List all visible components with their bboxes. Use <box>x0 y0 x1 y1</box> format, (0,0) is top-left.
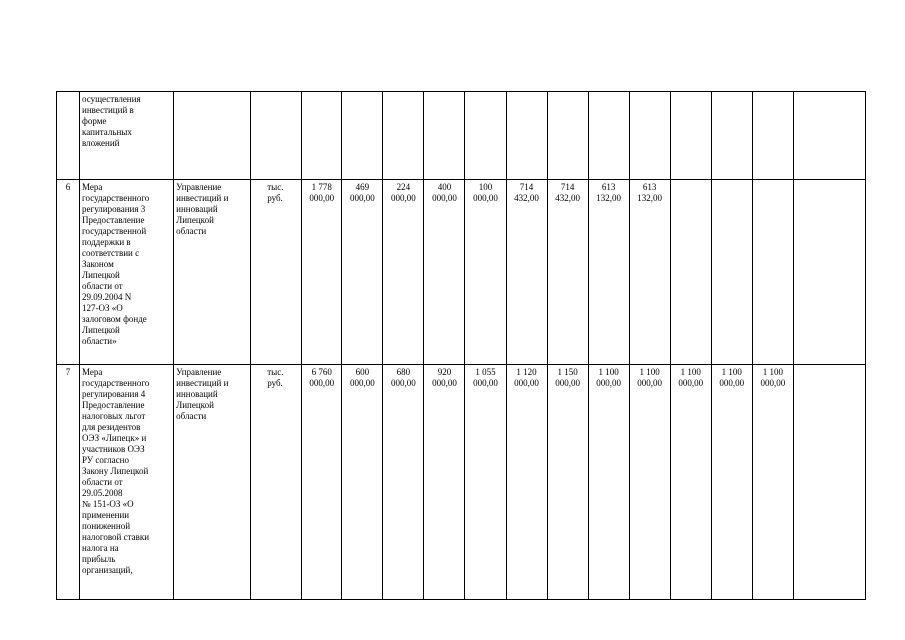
value-cell <box>711 92 752 180</box>
executor-cell <box>174 92 251 180</box>
value-cell: 400 000,00 <box>424 180 465 365</box>
row-number-cell: 7 <box>57 365 80 600</box>
value-cell: 613 132,00 <box>588 180 629 365</box>
value-cell <box>302 92 342 180</box>
value-cell: 1 778 000,00 <box>302 180 342 365</box>
value-cell: 469 000,00 <box>342 180 383 365</box>
table-row <box>57 92 866 180</box>
value-cell <box>711 180 752 365</box>
executor-cell: Управление инвестиций и инноваций Липецкой области <box>174 180 251 365</box>
value-cell: 680 000,00 <box>383 365 424 600</box>
unit-cell: тыс. руб. <box>251 365 302 600</box>
measure-name-cell: осуществления инвестиций в форме капитальных вложений <box>80 92 174 180</box>
value-cell <box>465 92 506 180</box>
executor-cell: Управление инвестиций и инноваций Липецкой области <box>174 365 251 600</box>
value-cell <box>342 92 383 180</box>
value-cell <box>588 92 629 180</box>
value-cell: 920 000,00 <box>424 365 465 600</box>
value-cell <box>752 92 793 180</box>
value-cell: 224 000,00 <box>383 180 424 365</box>
unit-cell: тыс. руб. <box>251 180 302 365</box>
value-cell: 1 100 000,00 <box>629 365 670 600</box>
row-number-cell <box>57 92 80 180</box>
value-cell <box>383 92 424 180</box>
value-cell <box>547 92 588 180</box>
value-cell <box>670 92 711 180</box>
value-cell: 714 432,00 <box>547 180 588 365</box>
value-cell: 100 000,00 <box>465 180 506 365</box>
value-cell <box>670 180 711 365</box>
value-cell: 613 132,00 <box>629 180 670 365</box>
value-cell: 1 100 000,00 <box>588 365 629 600</box>
value-cell: 1 150 000,00 <box>547 365 588 600</box>
value-cell <box>424 92 465 180</box>
value-cell <box>752 180 793 365</box>
value-cell: 1 120 000,00 <box>506 365 547 600</box>
value-cell <box>629 92 670 180</box>
document-table <box>56 91 866 600</box>
measure-name-cell: Мера государственного регулирования 4 Предоставление налоговых льгот для резидентов ОЭЗ «Липецк» и участников ОЭЗ РУ согласно Закону Липецкой области от 29.05.2008 № 151-ОЗ «О применении пониженной налоговой ставки налога на прибыль организаций, <box>80 365 174 600</box>
value-cell: 1 100 000,00 <box>752 365 793 600</box>
value-cell <box>506 92 547 180</box>
value-cell: 1 055 000,00 <box>465 365 506 600</box>
measure-name-cell: Мера государственного регулирования 3 Предоставление государственной поддержки в соответствии с Законом Липецкой области от 29.09.2004 N 127-ОЗ «О залоговом фонде Липецкой области» <box>80 180 174 365</box>
value-cell <box>793 365 865 600</box>
table-row <box>57 180 866 365</box>
value-cell: 714 432,00 <box>506 180 547 365</box>
unit-cell <box>251 92 302 180</box>
value-cell: 1 100 000,00 <box>711 365 752 600</box>
value-cell: 6 760 000,00 <box>302 365 342 600</box>
value-cell: 600 000,00 <box>342 365 383 600</box>
value-cell: 1 100 000,00 <box>670 365 711 600</box>
value-cell <box>793 180 865 365</box>
value-cell <box>793 92 865 180</box>
row-number-cell: 6 <box>57 180 80 365</box>
table-body <box>57 92 866 600</box>
table-row <box>57 365 866 600</box>
